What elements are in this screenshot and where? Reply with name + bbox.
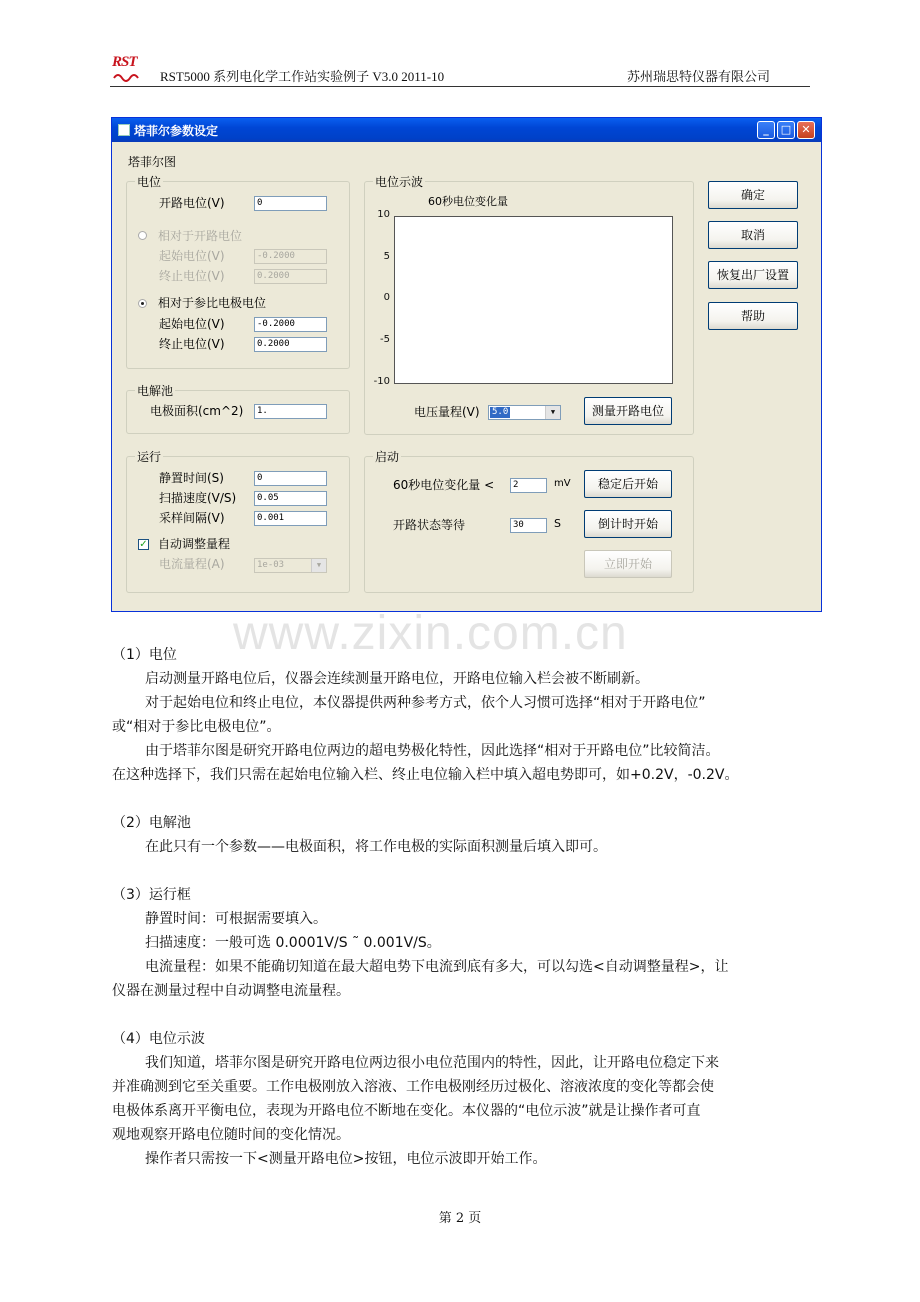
area-label: 电极面积(cm^2) xyxy=(150,404,244,418)
section3-para3: 电流量程：如果不能确切知道在最大超电势下电流到底有多大，可以勾选<自动调整量程>，让 xyxy=(145,959,729,975)
potential-group-title: 电位 xyxy=(137,175,162,189)
header-doc-title: RST5000 系列电化学工作站实验例子 V3.0 2011-10 xyxy=(160,69,445,84)
logo-wave-icon xyxy=(112,56,146,84)
sample-interval-label: 采样间隔(V) xyxy=(159,511,225,525)
section4-para1: 我们知道，塔菲尔图是研究开路电位两边很小电位范围内的特性，因此，让开路电位稳定下来 xyxy=(145,1055,719,1071)
section3-para1: 静置时间：可根据需要填入。 xyxy=(145,911,327,927)
start-now-button[interactable]: 立即开始 xyxy=(584,550,672,578)
section2-title: （2）电解池 xyxy=(112,815,191,831)
section3-para2: 扫描速度：一般可选 0.0001V/S ˜ 0.001V/S。 xyxy=(145,935,441,951)
measure-open-potential-button[interactable]: 测量开路电位 xyxy=(584,397,672,425)
wait-input[interactable]: 30 xyxy=(510,518,547,533)
section1-para2-cont: 或“相对于参比电极电位”。 xyxy=(112,719,281,735)
scan-rate-label: 扫描速度(V/S) xyxy=(159,491,237,505)
countdown-start-button[interactable]: 倒计时开始 xyxy=(584,510,672,538)
ytick-label: -10 xyxy=(373,376,390,387)
relative-open-radio[interactable] xyxy=(138,231,147,240)
watermark: www.zixin.com.cn xyxy=(233,607,628,660)
start-when-stable-button[interactable]: 稳定后开始 xyxy=(584,470,672,498)
company-logo xyxy=(112,56,146,84)
potential-scope-plot xyxy=(394,216,673,384)
section4-para1-line3: 电极体系离开平衡电位，表现为开路电位不断地在变化。本仪器的“电位示波”就是让操作者可直 xyxy=(112,1103,701,1119)
chevron-down-icon: ▼ xyxy=(545,406,560,419)
section4-title: （4）电位示波 xyxy=(112,1031,205,1047)
scope-group-title: 电位示波 xyxy=(375,175,424,189)
quiet-time-input[interactable]: 0 xyxy=(254,471,327,486)
auto-range-checkbox[interactable]: ✓ xyxy=(139,539,148,550)
logo-text: RST xyxy=(112,54,137,70)
start2-input[interactable]: -0.2000 xyxy=(254,317,327,332)
end2-label: 终止电位(V) xyxy=(159,337,225,351)
relative-ref-radio[interactable] xyxy=(138,299,147,308)
voltage-range-label: 电压量程(V) xyxy=(414,405,480,419)
open-potential-input[interactable]: 0 xyxy=(254,196,327,211)
page-number: 第 2 页 xyxy=(438,1211,482,1226)
maximize-button[interactable]: □ xyxy=(777,121,795,139)
quiet-time-label: 静置时间(S) xyxy=(159,471,224,485)
cell-group-title: 电解池 xyxy=(137,384,174,398)
section1-para3-cont: 在这种选择下，我们只需在起始电位输入栏、终止电位输入栏中填入超电势即可，如+0.2V，-0.2V。 xyxy=(112,767,739,783)
ytick-label: 5 xyxy=(383,251,390,262)
help-button[interactable]: 帮助 xyxy=(708,302,798,330)
change-threshold-label: 60秒电位变化量 < xyxy=(393,478,495,492)
open-potential-label: 开路电位(V) xyxy=(159,196,225,210)
section4-para1-line2: 并准确测到它至关重要。工作电极刚放入溶液、工作电极刚经历过极化、溶液浓度的变化等都会使 xyxy=(112,1079,714,1095)
section1-para1: 启动测量开路电位后，仪器会连续测量开路电位，开路电位输入栏会被不断刷新。 xyxy=(145,671,649,687)
relative-open-label: 相对于开路电位 xyxy=(158,229,243,243)
sample-interval-input[interactable]: 0.001 xyxy=(254,511,327,526)
area-input[interactable]: 1. xyxy=(254,404,327,419)
dialog-title: 塔菲尔参数设定 xyxy=(134,124,219,138)
tafel-settings-dialog xyxy=(111,117,822,612)
voltage-range-select[interactable] xyxy=(488,405,561,420)
header-company: 苏州瑞思特仪器有限公司 xyxy=(626,70,770,85)
cancel-button[interactable]: 取消 xyxy=(708,221,798,249)
change-threshold-input[interactable]: 2 xyxy=(510,478,547,493)
close-button[interactable]: ✕ xyxy=(797,121,815,139)
section1-title: （1）电位 xyxy=(112,647,177,663)
dialog-titlebar[interactable] xyxy=(112,118,821,142)
section3-title: （3）运行框 xyxy=(112,887,191,903)
section1-para2: 对于起始电位和终止电位，本仪器提供两种参考方式，依个人习惯可选择“相对于开路电位” xyxy=(145,695,706,711)
section4-para1-line4: 观地观察开路电位随时间的变化情况。 xyxy=(112,1127,350,1143)
current-range-label: 电流量程(A) xyxy=(159,557,225,571)
chevron-down-icon: ▼ xyxy=(311,559,326,572)
section4-para2: 操作者只需按一下<测量开路电位>按钮，电位示波即开始工作。 xyxy=(145,1151,547,1167)
section1-para3: 由于塔菲尔图是研究开路电位两边的超电势极化特性，因此选择“相对于开路电位”比较简洁。 xyxy=(145,743,720,759)
wait-unit-label: S xyxy=(554,517,561,530)
end1-label: 终止电位(V) xyxy=(159,269,225,283)
ytick-label: 10 xyxy=(377,209,390,220)
wait-label: 开路状态等待 xyxy=(393,518,466,532)
run-group-title: 运行 xyxy=(137,450,162,464)
section2-para1: 在此只有一个参数——电极面积，将工作电极的实际面积测量后填入即可。 xyxy=(145,839,607,855)
start-group-title: 启动 xyxy=(375,450,400,464)
minimize-button[interactable]: _ xyxy=(757,121,775,139)
ytick-label: -5 xyxy=(380,334,390,345)
start1-input[interactable]: -0.2000 xyxy=(254,249,327,264)
auto-range-label: 自动调整量程 xyxy=(158,537,231,551)
start2-label: 起始电位(V) xyxy=(159,317,225,331)
ytick-label: 0 xyxy=(383,292,390,303)
end1-input[interactable]: 0.2000 xyxy=(254,269,327,284)
voltage-range-value: 5.0 xyxy=(492,407,509,417)
restore-defaults-button[interactable]: 恢复出厂设置 xyxy=(708,261,798,289)
scan-rate-input[interactable]: 0.05 xyxy=(254,491,327,506)
ok-button[interactable]: 确定 xyxy=(708,181,798,209)
start1-label: 起始电位(V) xyxy=(159,249,225,263)
change-unit-label: mV xyxy=(554,478,571,489)
window-icon xyxy=(118,124,130,136)
relative-ref-label: 相对于参比电极电位 xyxy=(158,296,267,310)
current-range-value: 1e-03 xyxy=(257,560,285,570)
end2-input[interactable]: 0.2000 xyxy=(254,337,327,352)
plot-title: 60秒电位变化量 xyxy=(428,195,508,208)
section3-para3-cont: 仪器在测量过程中自动调整电流量程。 xyxy=(112,983,350,999)
page-header xyxy=(110,56,810,87)
tafel-heading: 塔菲尔图 xyxy=(128,155,177,169)
current-range-select[interactable] xyxy=(254,558,327,573)
